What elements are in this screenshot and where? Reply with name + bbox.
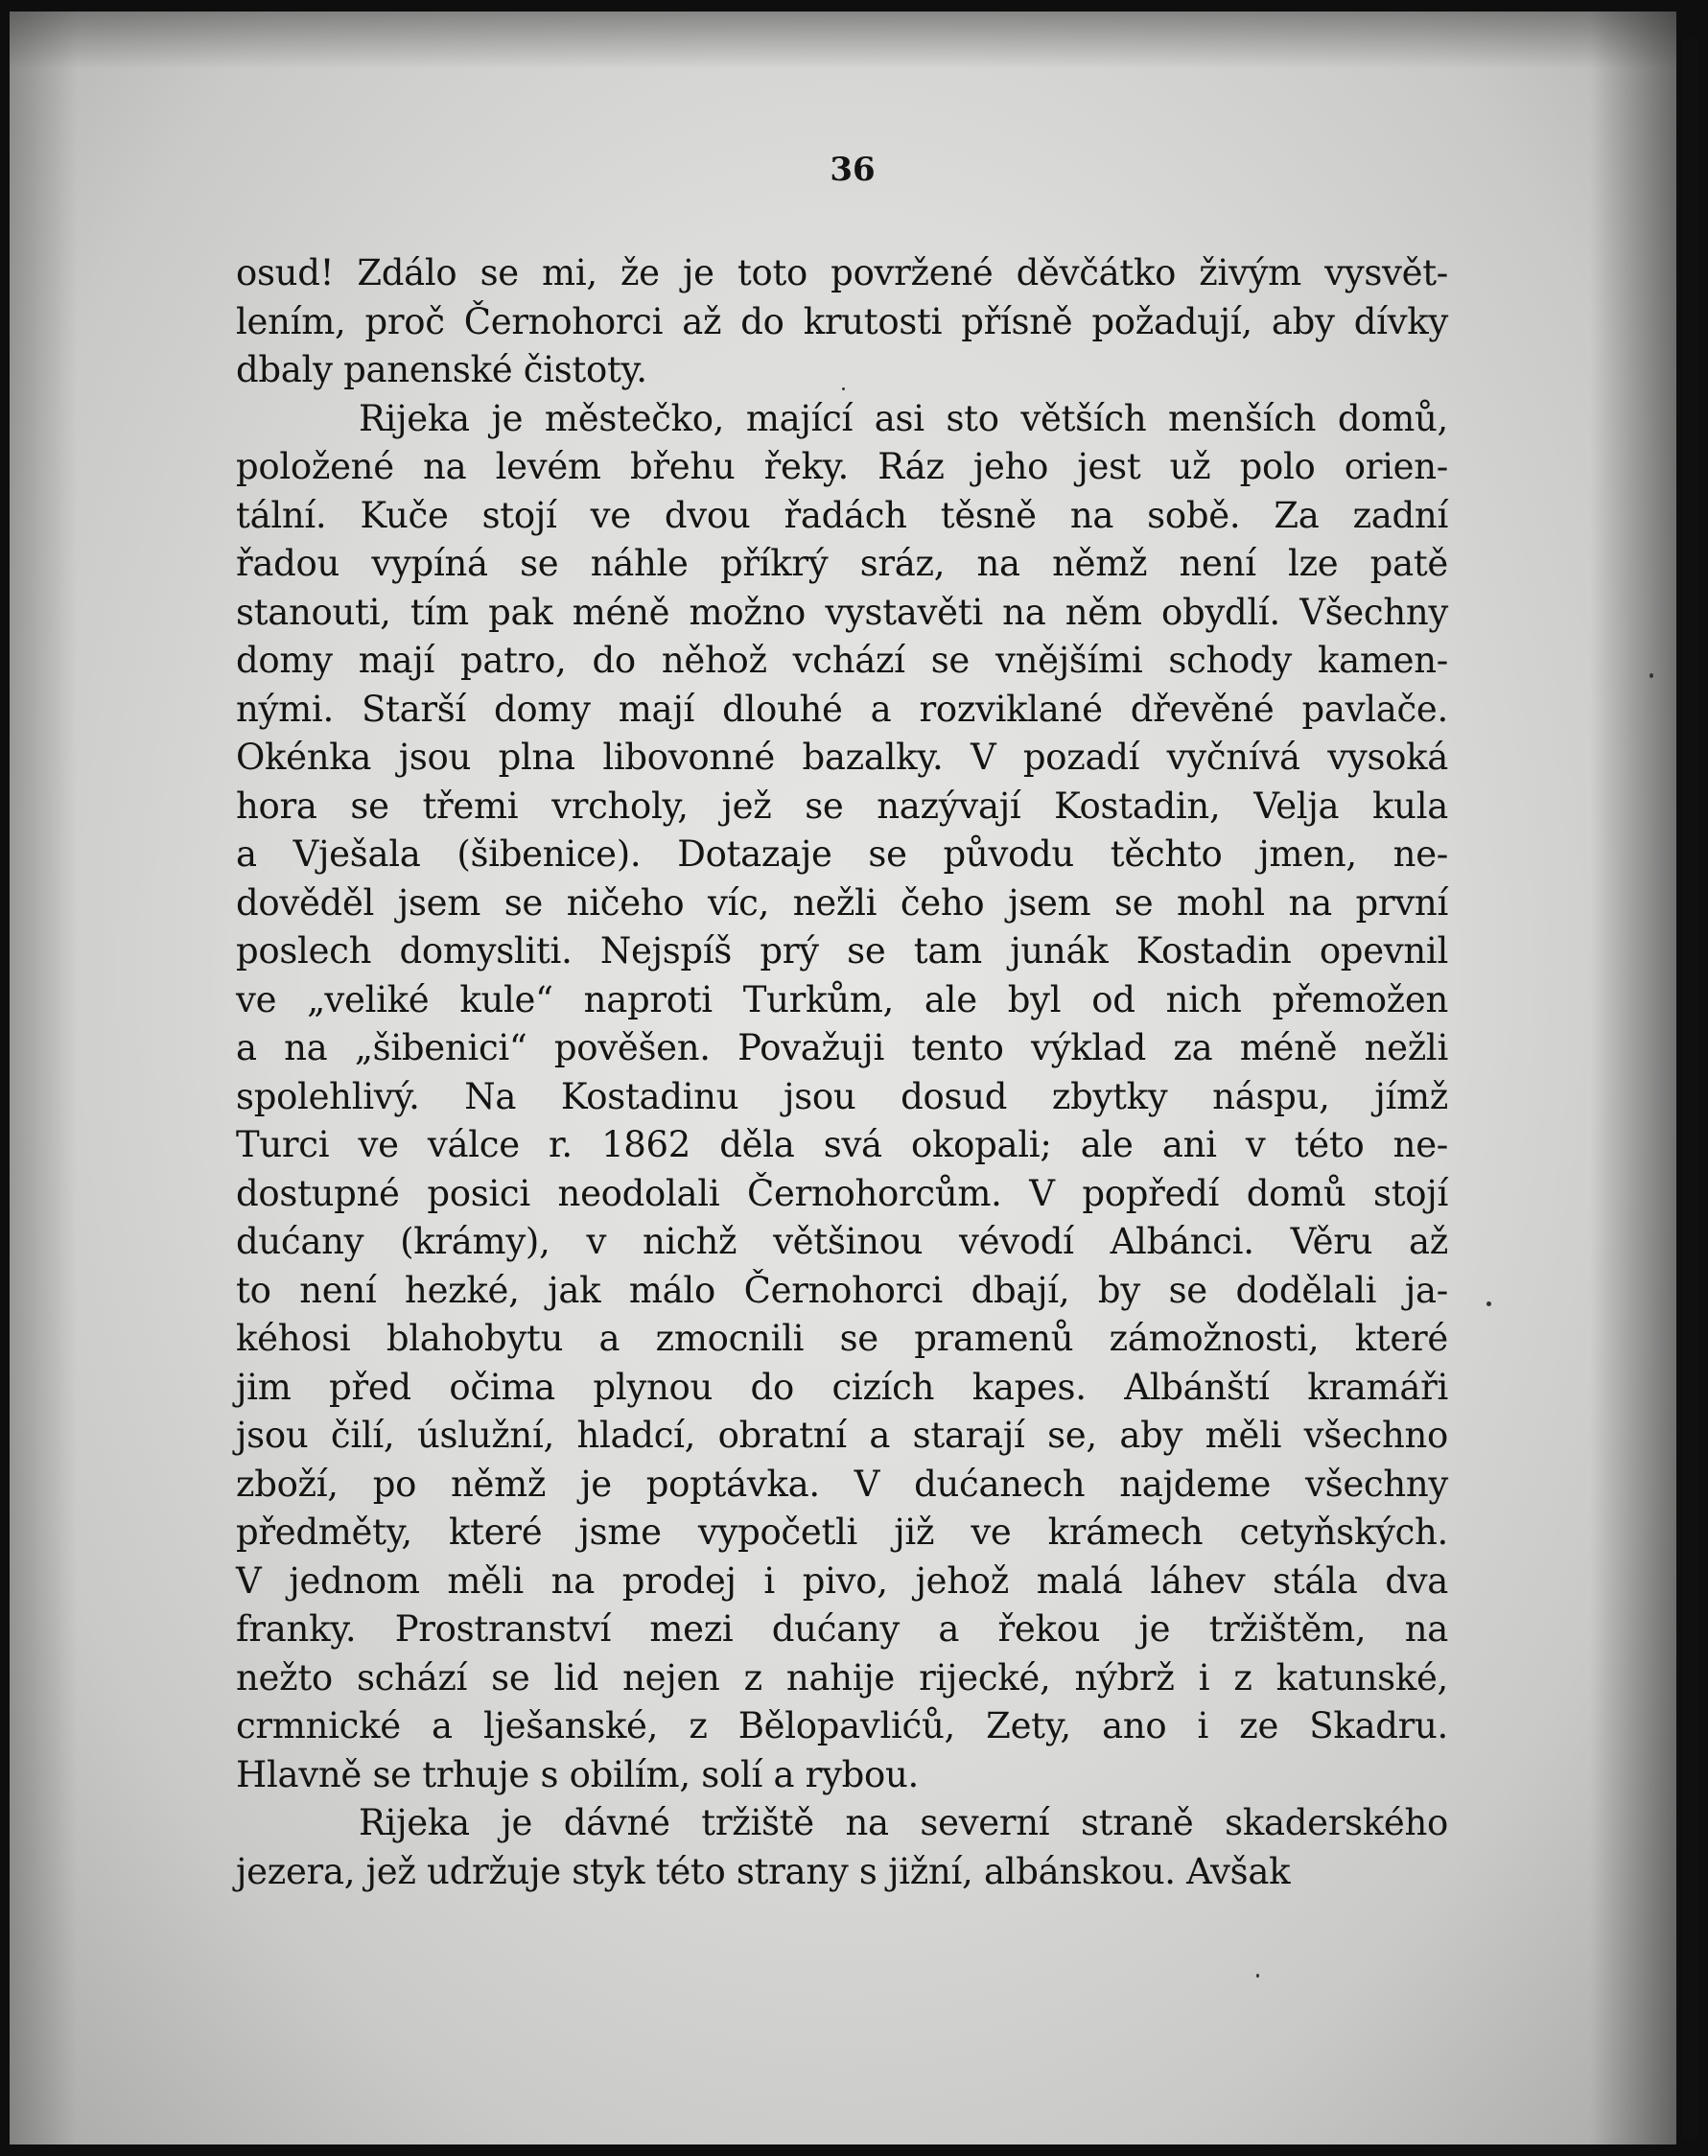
text-line: předměty, které jsme vypočetli již ve krámech cetyňských. bbox=[236, 1512, 1448, 1553]
text-line: nými. Starší domy mají dlouhé a rozviklané dřevěné pavlače. bbox=[236, 688, 1448, 730]
text-line: hora se třemi vrcholy, jež se nazývají Kostadin, Velja kula bbox=[236, 785, 1448, 827]
text-line: lením, proč Černohorci až do krutosti přísně požadují, aby dívky bbox=[236, 300, 1448, 342]
text-line: a Vješala (šibenice). Dotazaje se původu těchto jmen, ne- bbox=[236, 833, 1448, 875]
text-line: crmnické a lješanské, z Bělopavlićů, Zety, ano i ze Skadru. bbox=[236, 1705, 1448, 1746]
text-line: dověděl jsem se ničeho víc, nežli čeho jsem se mohl na první bbox=[236, 881, 1448, 924]
text-line: kéhosi blahobytu a zmocnili se pramenů zámožnosti, které bbox=[236, 1318, 1448, 1359]
text-line: tální. Kuče stojí ve dvou řadách těsně na sobě. Za zadní bbox=[236, 494, 1448, 536]
page-number: 36 bbox=[830, 151, 876, 189]
text-line: dostupné posici neodolali Černohorcům. V popředí domů stojí bbox=[236, 1172, 1448, 1214]
book-page bbox=[10, 12, 1676, 2144]
text-line: poslech domysliti. Nejspíš prý se tam junák Kostadin opevnil bbox=[236, 930, 1448, 972]
text-line: položené na levém břehu řeky. Ráz jeho jest už polo orien- bbox=[236, 446, 1448, 487]
text-line: Rijeka je městečko, mající asi sto větších menších domů, bbox=[359, 397, 1448, 439]
text-line: stanouti, tím pak méně možno vystavěti na něm obydlí. Všechny bbox=[236, 591, 1448, 633]
text-line: zboží, po němž je poptávka. V dućanech najdeme všechny bbox=[236, 1463, 1448, 1505]
text-line: nežto schází se lid nejen z nahije rijecké, nýbrž i z katunské, bbox=[236, 1656, 1448, 1699]
text-line: spolehlivý. Na Kostadinu jsou dosud zbytky náspu, jímž bbox=[236, 1075, 1448, 1117]
text-line: dbaly panenské čistoty. bbox=[236, 349, 647, 390]
text-line: Okénka jsou plna libovonné bazalky. V pozadí vyčnívá vysoká bbox=[236, 737, 1448, 778]
text-line: a na „šibenici“ pověšen. Považuji tento výklad za méně nežli bbox=[236, 1027, 1448, 1068]
scan-speck bbox=[1650, 673, 1653, 678]
page-shadow-top bbox=[10, 12, 1676, 69]
scan-speck bbox=[1256, 1974, 1259, 1978]
scan-speck bbox=[1486, 1301, 1491, 1306]
text-line: řadou vypíná se náhle příkrý sráz, na němž není lze patě bbox=[236, 543, 1448, 584]
page-shadow-left bbox=[10, 12, 77, 2144]
text-line: osud! Zdálo se mi, že je toto povržené děvčátko živým vysvět- bbox=[236, 252, 1448, 293]
text-line: ve „veliké kule“ naproti Turkům, ale byl od nich přemožen bbox=[236, 978, 1448, 1020]
text-line: V jednom měli na prodej i pivo, jehož malá láhev stála dva bbox=[236, 1559, 1448, 1602]
page-shadow-right bbox=[1590, 12, 1676, 2144]
page-body-text bbox=[236, 249, 1448, 1896]
scan-speck bbox=[842, 387, 845, 390]
text-line: Hlavně se trhuje s obilím, solí a rybou. bbox=[236, 1753, 920, 1795]
text-line: jezera, jež udržuje styk této strany s jižní, albánskou. Avšak bbox=[236, 1850, 1291, 1892]
text-line: Rijeka je dávné tržiště na severní straně skaderského bbox=[359, 1802, 1448, 1843]
text-line: Turci ve válce r. 1862 děla svá okopali; ale ani v této ne- bbox=[236, 1124, 1448, 1165]
text-line: domy mají patro, do něhož vchází se vnějšími schody kamen- bbox=[236, 640, 1448, 681]
scan-edge-bar bbox=[1683, 38, 1698, 2139]
text-line: dućany (krámy), v nichž většinou vévodí Albánci. Věru až bbox=[236, 1221, 1448, 1262]
text-line: jim před očima plynou do cizích kapes. Albánští kramáři bbox=[236, 1366, 1448, 1408]
text-line: to není hezké, jak málo Černohorci dbají, by se dodělali ja- bbox=[236, 1269, 1448, 1311]
text-line: franky. Prostranství mezi dućany a řekou je tržištěm, na bbox=[236, 1608, 1448, 1650]
text-line: jsou čilí, úslužní, hladcí, obratní a starají se, aby měli všechno bbox=[236, 1415, 1448, 1456]
